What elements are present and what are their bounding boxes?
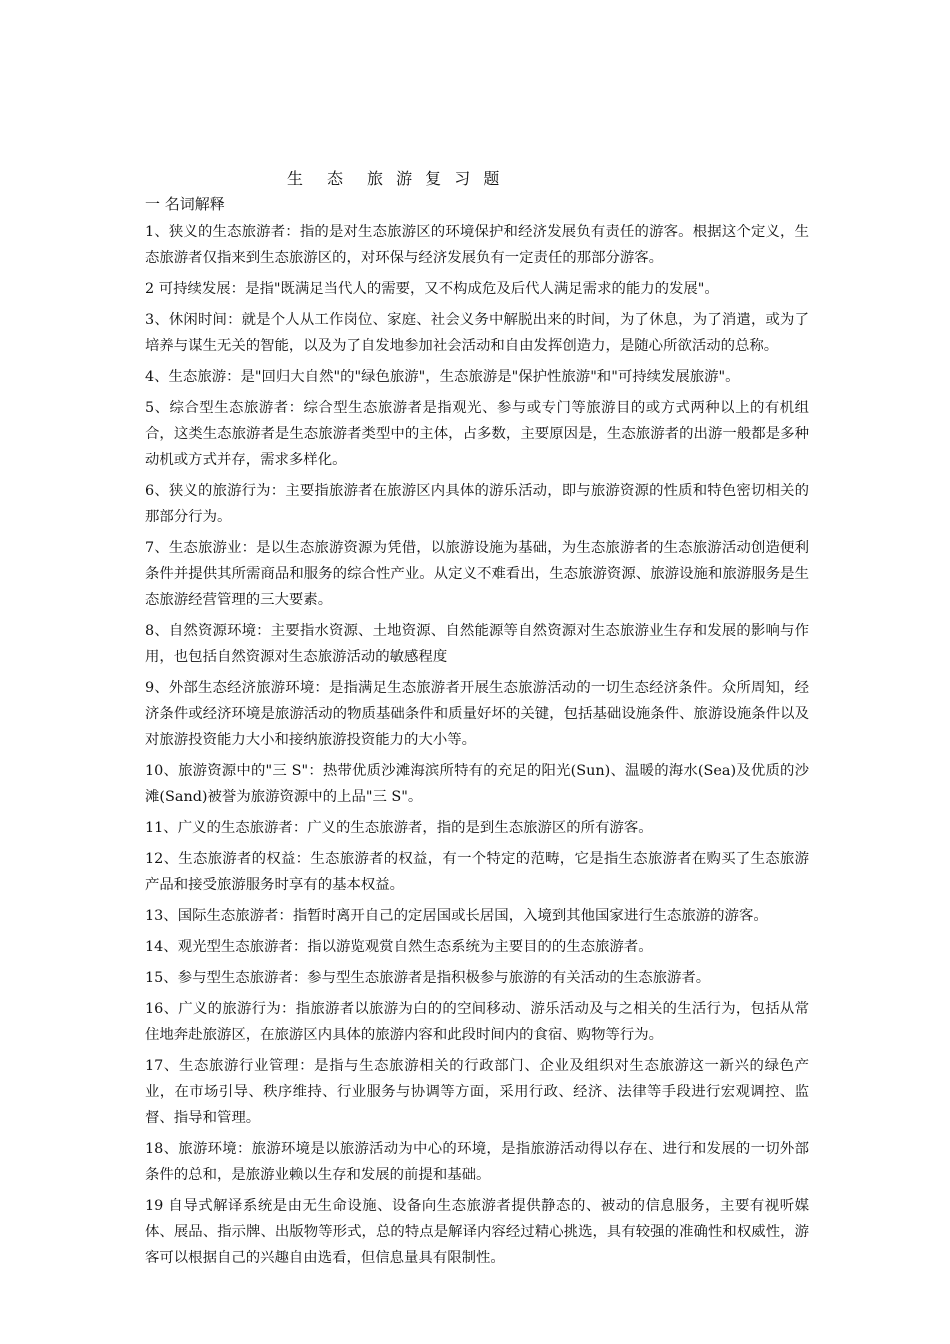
definition-item: 2 可持续发展：是指"既满足当代人的需要，又不构成危及后代人满足需求的能力的发展"。 [145,281,719,297]
definition-item: 13、国际生态旅游者：指暂时离开自己的定居国或长居国，入境到其他国家进行生态旅游的游客。 [145,908,768,924]
definition-list [145,219,809,1271]
definition-item: 4、生态旅游：是"回归大自然"的"绿色旅游"，生态旅游是"保护性旅游"和"可持续发展旅游"。 [145,369,740,385]
definition-item: 15、参与型生态旅游者：参与型生态旅游者是指积极参与旅游的有关活动的生态旅游者。 [145,970,711,986]
definition-item: 12、生态旅游者的权益：生态旅游者的权益，有一个特定的范畴，它是指生态旅游者在购买了生态旅游产品和接受旅游服务时享有的基本权益。 [145,851,809,893]
definition-item: 14、观光型生态旅游者：指以游览观赏自然生态系统为主要目的的生态旅游者。 [145,939,653,955]
section-heading: 一 名词解释 [145,195,225,213]
definition-item: 18、旅游环境：旅游环境是以旅游活动为中心的环境，是指旅游活动得以存在、进行和发展的一切外部条件的总和，是旅游业赖以生存和发展的前提和基础。 [145,1141,809,1183]
definition-item: 8、自然资源环境：主要指水资源、土地资源、自然能源等自然资源对生态旅游业生存和发展的影响与作用，也包括自然资源对生态旅游活动的敏感程度 [145,623,809,665]
definition-item: 9、外部生态经济旅游环境：是指满足生态旅游者开展生态旅游活动的一切生态经济条件。众所周知，经济条件或经济环境是旅游活动的物质基础条件和质量好坏的关键，包括基础设施条件、旅游设施条件以及对旅游投资能力大小和接纳旅游投资能力的大小等。 [145,680,809,748]
definition-item: 10、旅游资源中的"三 S"：热带优质沙滩海滨所特有的充足的阳光(Sun)、温暖的海水(Sea)及优质的沙滩(Sand)被誉为旅游资源中的上品"三 S"。 [145,763,809,805]
definition-item: 19 自导式解译系统是由无生命设施、设备向生态旅游者提供静态的、被动的信息服务，主要有视听媒体、展品、指示牌、出版物等形式，总的特点是解译内容经过精心挑选，具有较强的准确性和权威性，游客可以根据自己的兴趣自由选看，但信息量具有限制性。 [145,1198,809,1266]
definition-item: 16、广义的旅游行为：指旅游者以旅游为白的的空间移动、游乐活动及与之相关的生活行为，包括从常住地奔赴旅游区，在旅游区内具体的旅游内容和此段时间内的食宿、购物等行为。 [145,1001,809,1043]
definition-item: 6、狭义的旅游行为：主要指旅游者在旅游区内具体的游乐活动，即与旅游资源的性质和特色密切相关的那部分行为。 [145,483,809,525]
definition-item: 3、休闲时间：就是个人从工作岗位、家庭、社会义务中解脱出来的时间，为了休息，为了消遣，或为了培养与谋生无关的智能，以及为了自发地参加社会活动和自由发挥创造力，是随心所欲活动的总称。 [145,312,809,354]
definition-item: 5、综合型生态旅游者：综合型生态旅游者是指观光、参与或专门等旅游目的或方式两种以上的有机组合，这类生态旅游者是生态旅游者类型中的主体，占多数，主要原因是，生态旅游者的出游一般都是多种动机或方式并存，需求多样化。 [145,400,809,468]
definition-item: 17、生态旅游行业管理：是指与生态旅游相关的行政部门、企业及组织对生态旅游这一新兴的绿色产业，在市场引导、秩序维持、行业服务与协调等方面，采用行政、经济、法律等手段进行宏观调控、监督、指导和管理。 [145,1058,809,1126]
definition-item: 11、广义的生态旅游者：广义的生态旅游者，指的是到生态旅游区的所有游客。 [145,820,653,836]
document-title: 生 态 旅 游 复 习 题 [287,169,504,188]
document-page [145,167,809,1276]
definition-item: 7、生态旅游业：是以生态旅游资源为凭借，以旅游设施为基础，为生态旅游者的生态旅游活动创造便利条件并提供其所需商品和服务的综合性产业。从定义不难看出，生态旅游资源、旅游设施和旅游服务是生态旅游经营管理的三大要素。 [145,540,809,608]
definition-item: 1、狭义的生态旅游者：指的是对生态旅游区的环境保护和经济发展负有责任的游客。根据这个定义，生态旅游者仅指来到生态旅游区的，对环保与经济发展负有一定责任的那部分游客。 [145,224,809,266]
